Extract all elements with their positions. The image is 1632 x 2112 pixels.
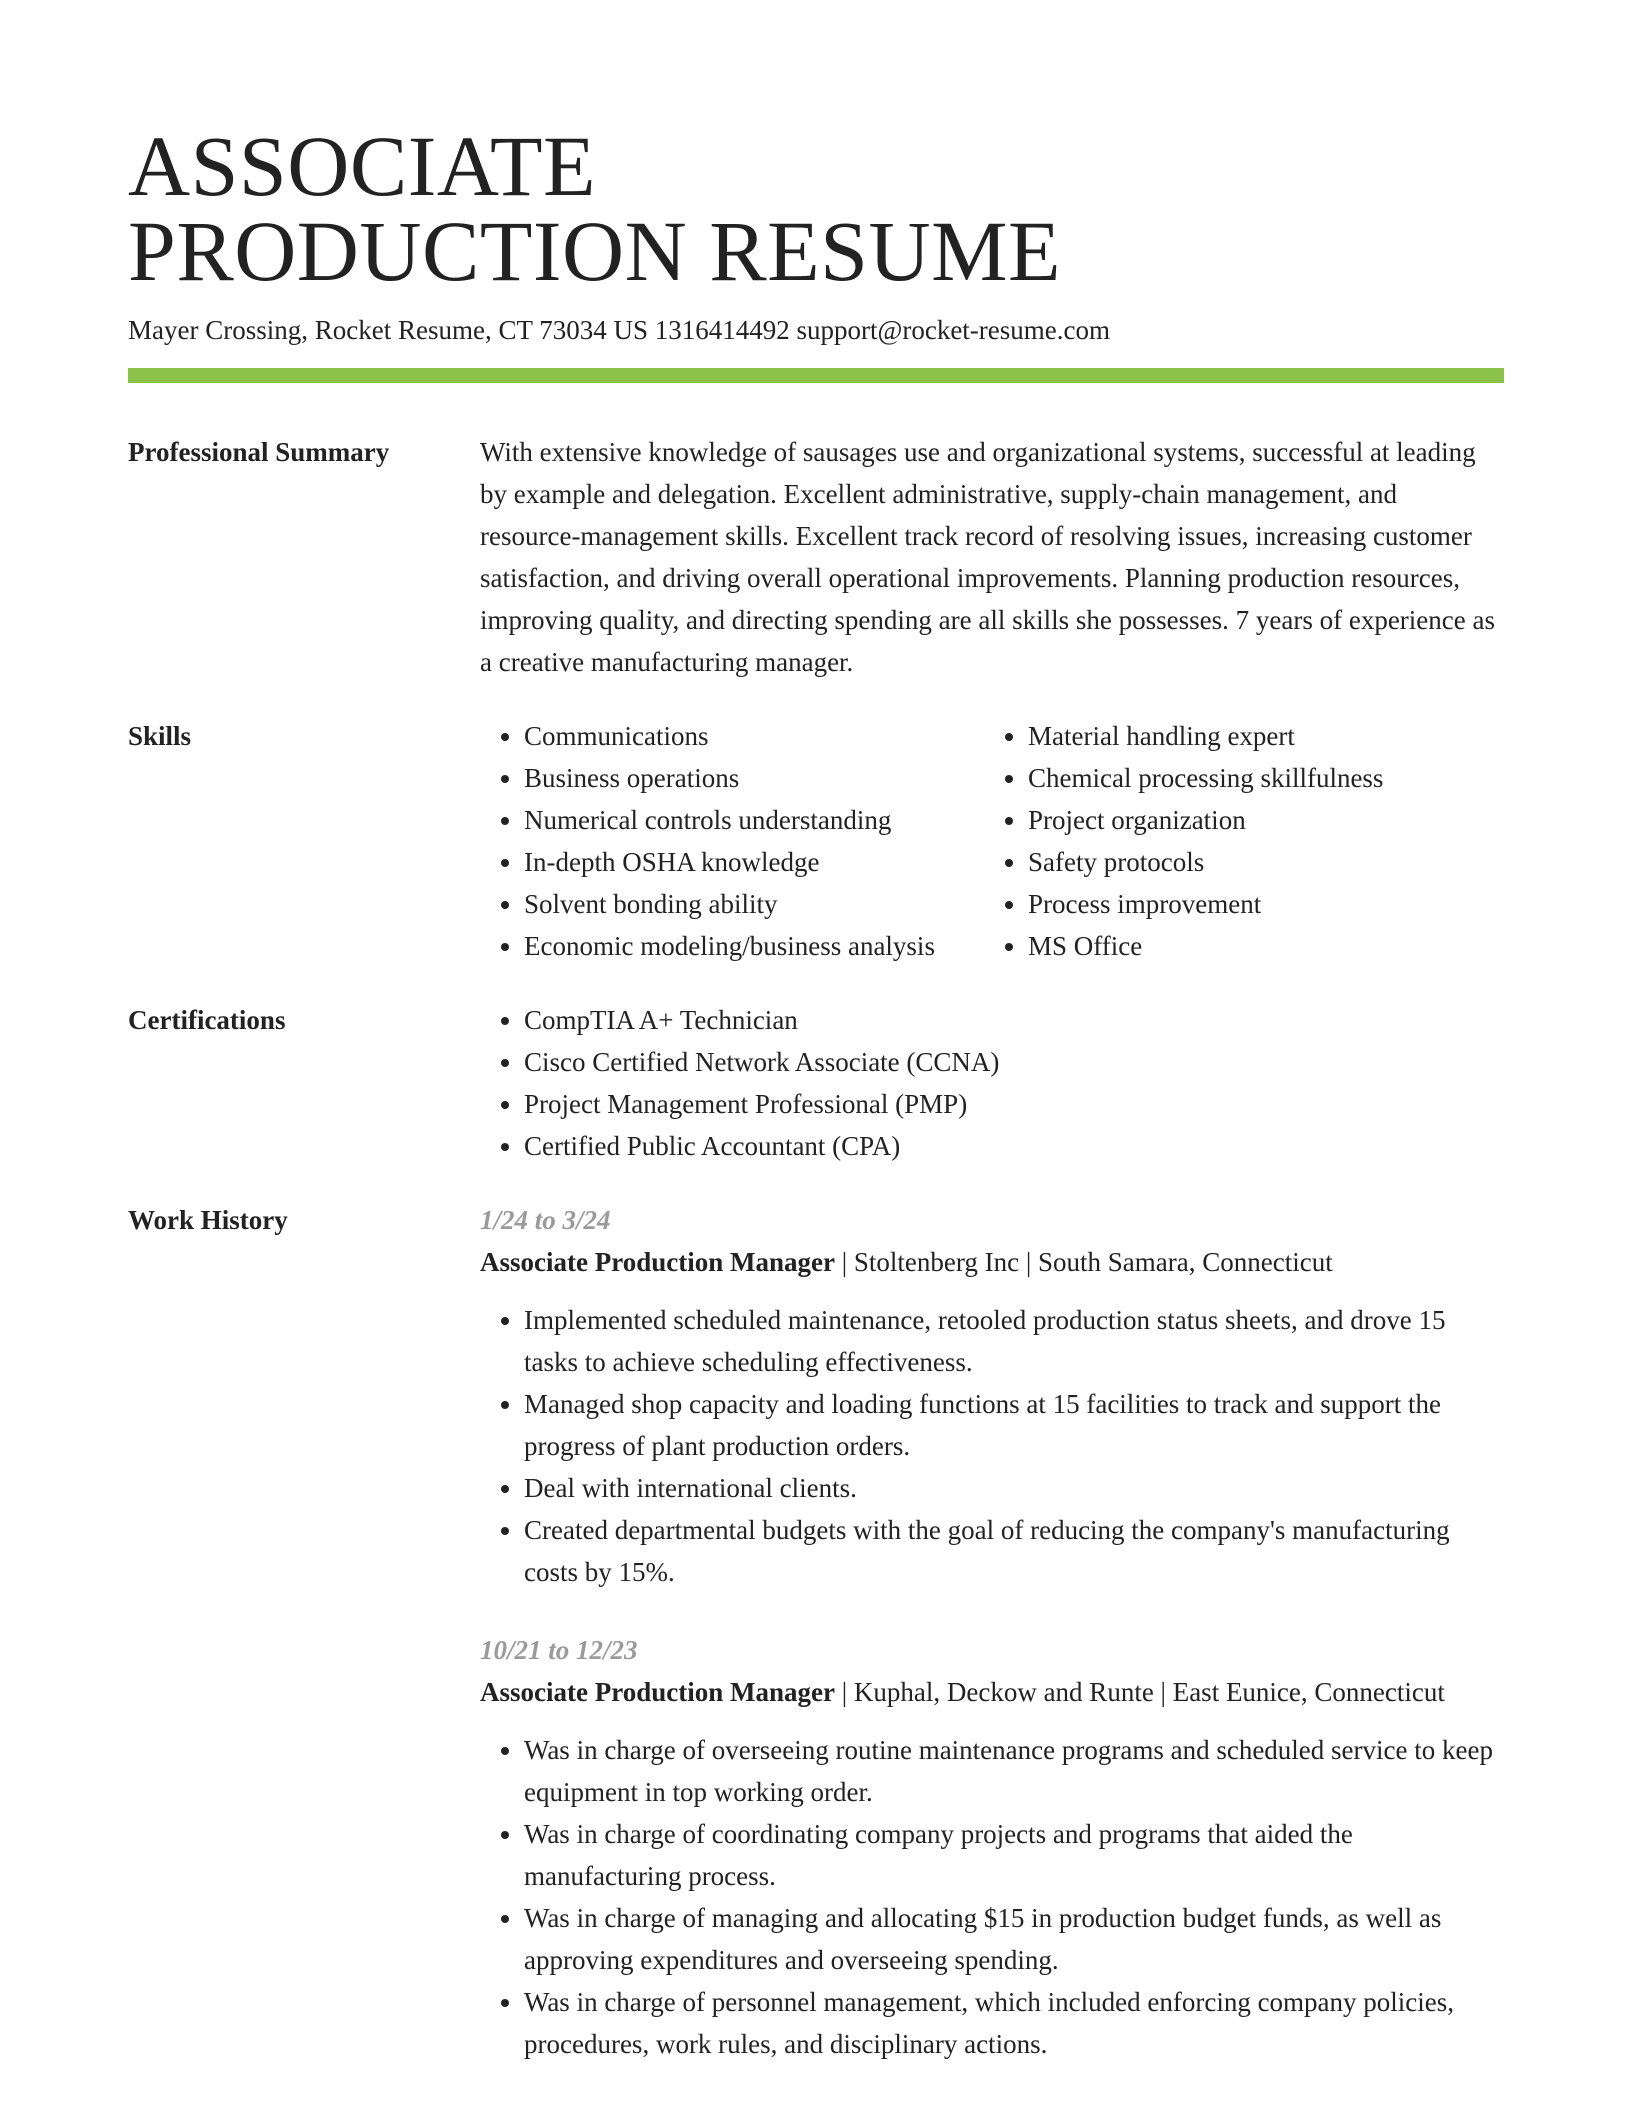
certifications-list <box>480 999 1504 1167</box>
job-bullet: • Was in charge of personnel management, which included enforcing company policies, procedures, work rules, and disciplinary actions. <box>524 1981 1504 2065</box>
job-bullets <box>480 1299 1504 1593</box>
job-bullet: • Was in charge of managing and allocating $15 in production budget funds, as well as approving expenditures and overseeing spending. <box>524 1897 1504 1981</box>
skill-item: • Numerical controls understanding <box>524 799 984 841</box>
skill-item: • Chemical processing skillfulness <box>1028 757 1504 799</box>
skill-item: • Safety protocols <box>1028 841 1504 883</box>
job-employer-location: | Kuphal, Deckow and Runte | East Eunice, Connecticut <box>834 1677 1445 1707</box>
job-entry <box>480 1629 1504 2065</box>
job-bullet: • Created departmental budgets with the goal of reducing the company's manufacturing costs by 15%. <box>524 1509 1504 1593</box>
title-line-2: PRODUCTION RESUME <box>128 203 1062 299</box>
job-bullets <box>480 1729 1504 2065</box>
job-bullet: • Deal with international clients. <box>524 1467 1504 1509</box>
job-bullet: • Was in charge of coordinating company projects and programs that aided the manufacturing process. <box>524 1813 1504 1897</box>
skill-item: • In-depth OSHA knowledge <box>524 841 984 883</box>
professional-summary-section <box>128 431 1504 683</box>
skill-item: • Economic modeling/business analysis <box>524 925 984 967</box>
summary-text: With extensive knowledge of sausages use and organizational systems, successful at leading by example and delegation. Excellent administrative, supply-chain management, and resource-management skills. Excellent track record of resolving issues, increasing customer satisfaction, and driving overall operational improvements. Planning production resources, improving quality, and directing spending are all skills she possesses. 7 years of experience as a creative manufacturing manager. <box>480 437 1495 677</box>
job-bullet: • Implemented scheduled maintenance, retooled production status sheets, and drove 15 tasks to achieve scheduling effectiveness. <box>524 1299 1504 1383</box>
title-line-1: ASSOCIATE <box>128 118 597 214</box>
certifications-section <box>128 999 1504 1167</box>
section-label-skills: Skills <box>128 721 192 751</box>
job-bullet: • Managed shop capacity and loading functions at 15 facilities to track and support the progress of plant production orders. <box>524 1383 1504 1467</box>
skill-item: • Business operations <box>524 757 984 799</box>
skill-item: • Solvent bonding ability <box>524 883 984 925</box>
certification-item: • Project Management Professional (PMP) <box>524 1083 1504 1125</box>
section-label-certifications: Certifications <box>128 1005 286 1035</box>
skill-item: • Material handling expert <box>1028 715 1504 757</box>
skills-section <box>128 715 1504 967</box>
skills-columns <box>480 715 1504 967</box>
section-label-summary: Professional Summary <box>128 437 390 467</box>
job-bullet: • Was in charge of overseeing routine maintenance programs and scheduled service to keep equipment in top working order. <box>524 1729 1504 1813</box>
resume-title <box>128 118 1504 299</box>
resume-page <box>128 118 1504 2065</box>
section-label-work-history: Work History <box>128 1205 288 1235</box>
job-title: Associate Production Manager <box>480 1677 835 1707</box>
job-heading <box>480 1671 1504 1713</box>
skills-list-right <box>984 715 1504 967</box>
certification-item: • CompTIA A+ Technician <box>524 999 1504 1041</box>
job-dates: 1/24 to 3/24 <box>480 1205 611 1235</box>
certification-item: • Cisco Certified Network Associate (CCNA) <box>524 1041 1504 1083</box>
skill-item: • Communications <box>524 715 984 757</box>
job-dates: 10/21 to 12/23 <box>480 1635 638 1665</box>
skill-item: • MS Office <box>1028 925 1504 967</box>
job-heading <box>480 1241 1504 1283</box>
certification-item: • Certified Public Accountant (CPA) <box>524 1125 1504 1167</box>
skill-item: • Project organization <box>1028 799 1504 841</box>
job-entry <box>480 1199 1504 1593</box>
work-history-body <box>480 1199 1504 2065</box>
contact-info: Mayer Crossing, Rocket Resume, CT 73034 US 1316414492 support@rocket-resume.com <box>128 315 1110 345</box>
skills-list-left <box>480 715 984 967</box>
accent-divider <box>128 368 1504 383</box>
job-title: Associate Production Manager <box>480 1247 835 1277</box>
certifications-body <box>480 999 1504 1167</box>
job-employer-location: | Stoltenberg Inc | South Samara, Connecticut <box>834 1247 1333 1277</box>
skill-item: • Process improvement <box>1028 883 1504 925</box>
work-history-section <box>128 1199 1504 2065</box>
